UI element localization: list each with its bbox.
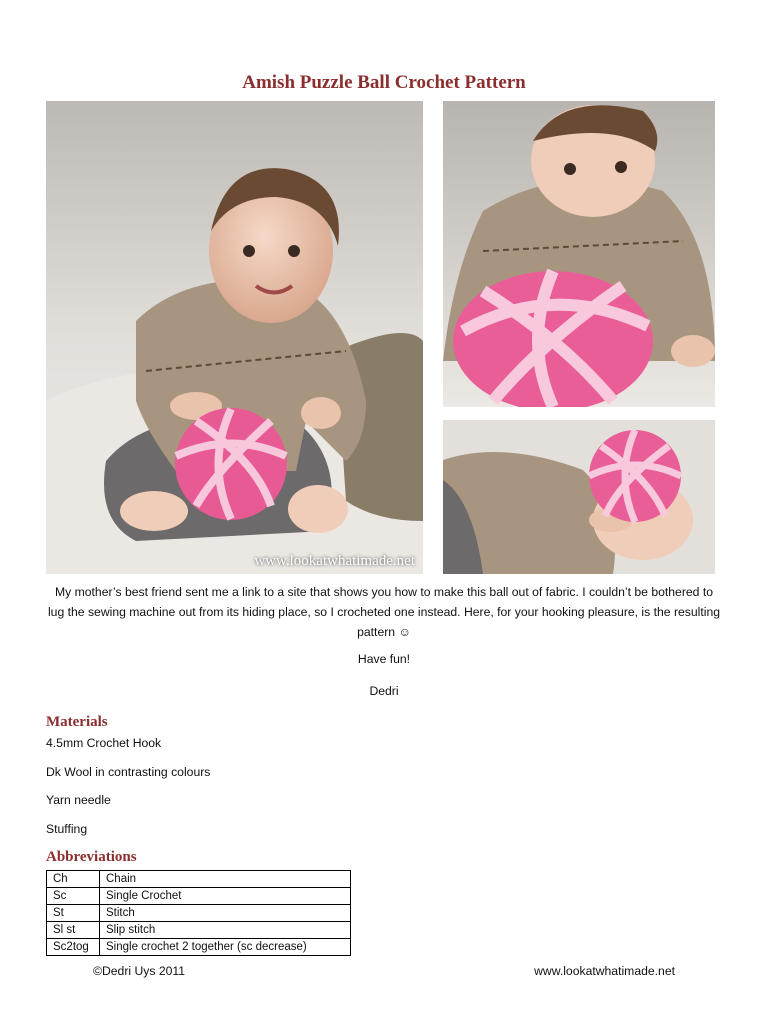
table-row: [47, 922, 351, 939]
top-right-photo: [443, 101, 715, 407]
abbr-cell: Sl st: [47, 922, 100, 939]
table-row: [47, 888, 351, 905]
footer-website: www.lookatwhatimade.net: [534, 964, 675, 978]
meaning-cell: Stitch: [100, 905, 351, 922]
table-row: [47, 871, 351, 888]
abbr-cell: Sc: [47, 888, 100, 905]
meaning-cell: Slip stitch: [100, 922, 351, 939]
list-item: 4.5mm Crochet Hook: [46, 736, 162, 750]
abbreviations-table: [46, 870, 351, 956]
page-title: Amish Puzzle Ball Crochet Pattern: [242, 72, 526, 93]
abbr-cell: Ch: [47, 871, 100, 888]
abbr-cell: Sc2tog: [47, 939, 100, 956]
meaning-cell: Single Crochet: [100, 888, 351, 905]
bottom-right-photo: [443, 420, 715, 574]
footer-copyright: ©Dedri Uys 2011: [93, 964, 186, 978]
list-item: Stuffing: [46, 821, 88, 836]
table-row: [47, 905, 351, 922]
watermark-text: www.lookatwhatimade.net: [254, 553, 415, 569]
signature-text: Dedri: [369, 684, 399, 698]
intro-paragraph: My mother’s best friend sent me a link to a site that shows you how to make this ball out of fabric. I couldn’t be bothered to lug the sewing machine out from its hiding place, so I crocheted one instead. Here, for your hooking pleasure, is the resulting pattern ☺: [47, 585, 721, 639]
abbreviations-heading: Abbreviations: [46, 849, 137, 865]
list-item: Dk Wool in contrasting colours: [46, 764, 211, 779]
main-photo: [46, 101, 423, 574]
list-item: Yarn needle: [46, 793, 111, 807]
materials-list: [46, 736, 210, 850]
meaning-cell: Single crochet 2 together (sc decrease): [100, 939, 351, 956]
table-row: [47, 939, 351, 956]
meaning-cell: Chain: [100, 871, 351, 888]
have-fun-text: Have fun!: [357, 652, 411, 666]
materials-heading: Materials: [46, 714, 108, 730]
abbr-cell: St: [47, 905, 100, 922]
